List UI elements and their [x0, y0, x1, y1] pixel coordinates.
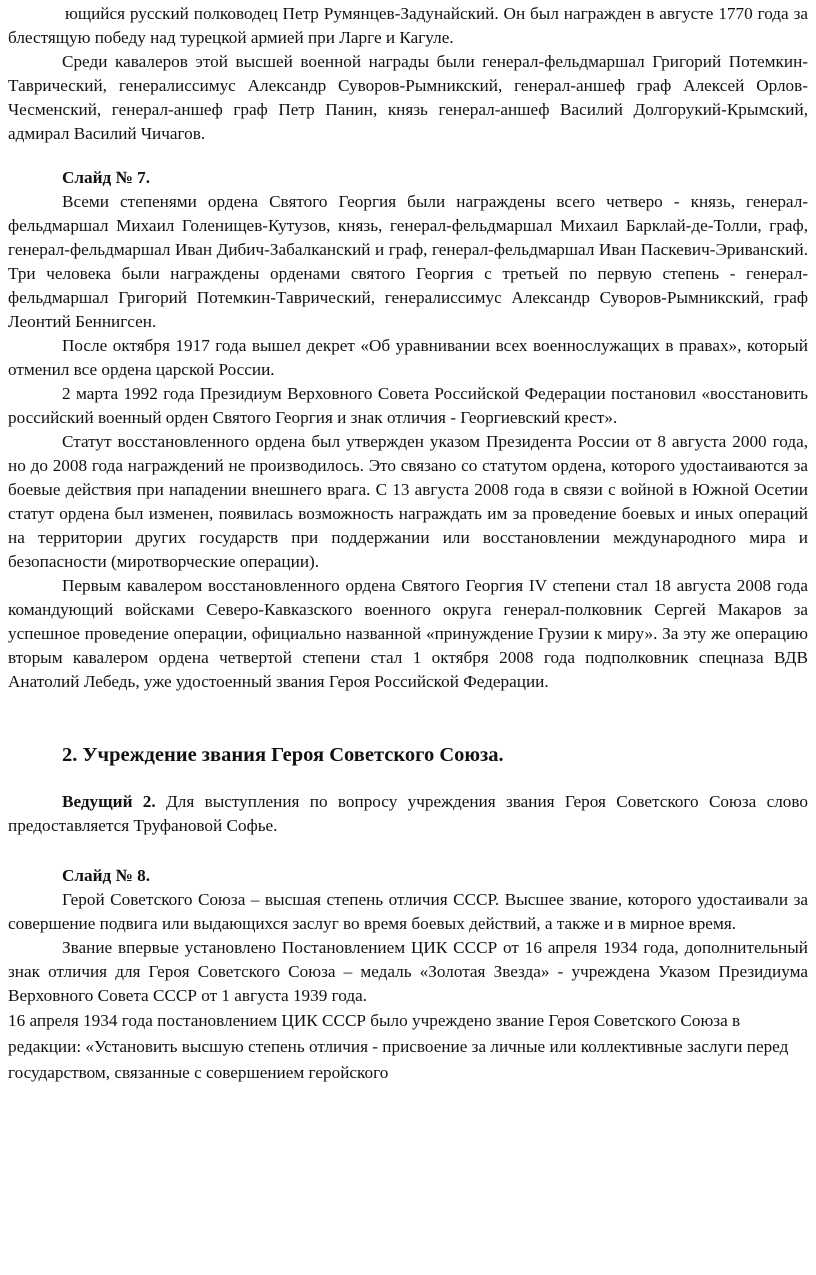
paragraph-established: Звание впервые установлено Постановлением ЦИК СССР от 16 апреля 1934 года, дополнительный знак отличия для Героя Советского Союза – медаль «Золотая Звезда» - учреждена Указом Президиума Верховного Совета СССР от 1 августа 1939 года.	[8, 938, 808, 1005]
paragraph-statute: Статут восстановленного ордена был утвержден указом Президента России от 8 августа 2000 года, но до 2008 года награждений не производилось. Это связано со статутом ордена, которого удостаиваются за боевые действия при нападении внешнего врага. С 13 августа 2008 года в связи с войной в Южной Осетии статут ордена был изменен, появилась возможность награждать им за проведение боевых и иных операций на территории других государств при поддержании или восстановлении международного мира и безопасности (миротворческие операции).	[8, 432, 808, 571]
paragraph-all-degrees: Всеми степенями ордена Святого Георгия были награждены всего четверо - князь, генерал-фельдмаршал Михаил Голенищев-Кутузов, князь, генерал-фельдмаршал Михаил Барклай-де-Толли, граф, генерал-фельдмаршал Иван Дибич-Забалканский и граф, генерал-фельдмаршал Иван Паскевич-Эриванский. Три человека были награждены орденами святого Георгия с третьей по первую степень - генерал-фельдмаршал Григорий Потемкин-Таврический, генералиссимус Александр Суворов-Рымникский, граф Леонтий Беннигсен.	[8, 192, 808, 331]
lead-2-label: Ведущий 2.	[62, 792, 156, 811]
lead-2-text: Для выступления по вопросу учреждения звания Героя Советского Союза слово предоставляется Труфановой Софье.	[8, 792, 808, 835]
paragraph-cavaliers: Среди кавалеров этой высшей военной награды были генерал-фельдмаршал Григорий Потемкин-Таврический, генералиссимус Александр Суворов-Рымникский, генерал-аншеф граф Алексей Орлов-Чесменский, генерал-аншеф граф Петр Панин, князь генерал-аншеф Василий Долгорукий-Крымский, адмирал Василий Чичагов.	[8, 52, 808, 143]
paragraph-first-cavalier: Первым кавалером восстановленного ордена Святого Георгия IV степени стал 18 августа 2008 года командующий войсками Северо-Кавказского военного округа генерал-полковник Сергей Макаров за успешное проведение операции, официально названной «принуждение Грузии к миру». За эту же операцию вторым кавалером ордена четвертой степени стал 1 октября 2008 года подполковник спецназа ВДВ Анатолий Лебедь, уже удостоенный звания Героя Российской Федерации.	[8, 576, 808, 691]
spacer	[8, 146, 808, 166]
slide-7-heading: Слайд № 7.	[62, 168, 151, 187]
paragraph-lead-2	[8, 790, 808, 838]
paragraph-1992-restoration: 2 марта 1992 года Президиум Верховного Совета Российской Федерации постановил «восстановить российский военный орден Святого Георгия и знак отличия - Георгиевский крест».	[8, 384, 808, 427]
paragraph-rumyantsev: ющийся русский полководец Петр Румянцев-Задунайский. Он был награжден в августе 1770 года за блестящую победу над турецкой армией при Ларге и Кагуле.	[8, 4, 808, 47]
slide-8-heading: Слайд № 8.	[62, 866, 151, 885]
section-2-title: 2. Учреждение звания Героя Советского Союза.	[62, 744, 504, 766]
paragraph-1917-decree: После октября 1917 года вышел декрет «Об уравнивании всех военнослужащих в правах», который отменил все ордена царской России.	[8, 336, 808, 379]
spacer	[8, 838, 808, 864]
paragraph-hero-definition: Герой Советского Союза – высшая степень отличия СССР. Высшее звание, которого удостаивали за совершение подвига или выдающихся заслуг во время боевых действий, а также и в мирное время.	[8, 890, 808, 933]
spacer	[8, 694, 808, 740]
spacer	[8, 770, 808, 790]
paragraph-decree-quote: 16 апреля 1934 года постановлением ЦИК СССР было учреждено звание Героя Советского Союза в редакции: «Установить высшую степень отличия - присвоение за личные или коллективные заслуги перед государством, связанные с совершением геройского	[8, 1011, 789, 1082]
